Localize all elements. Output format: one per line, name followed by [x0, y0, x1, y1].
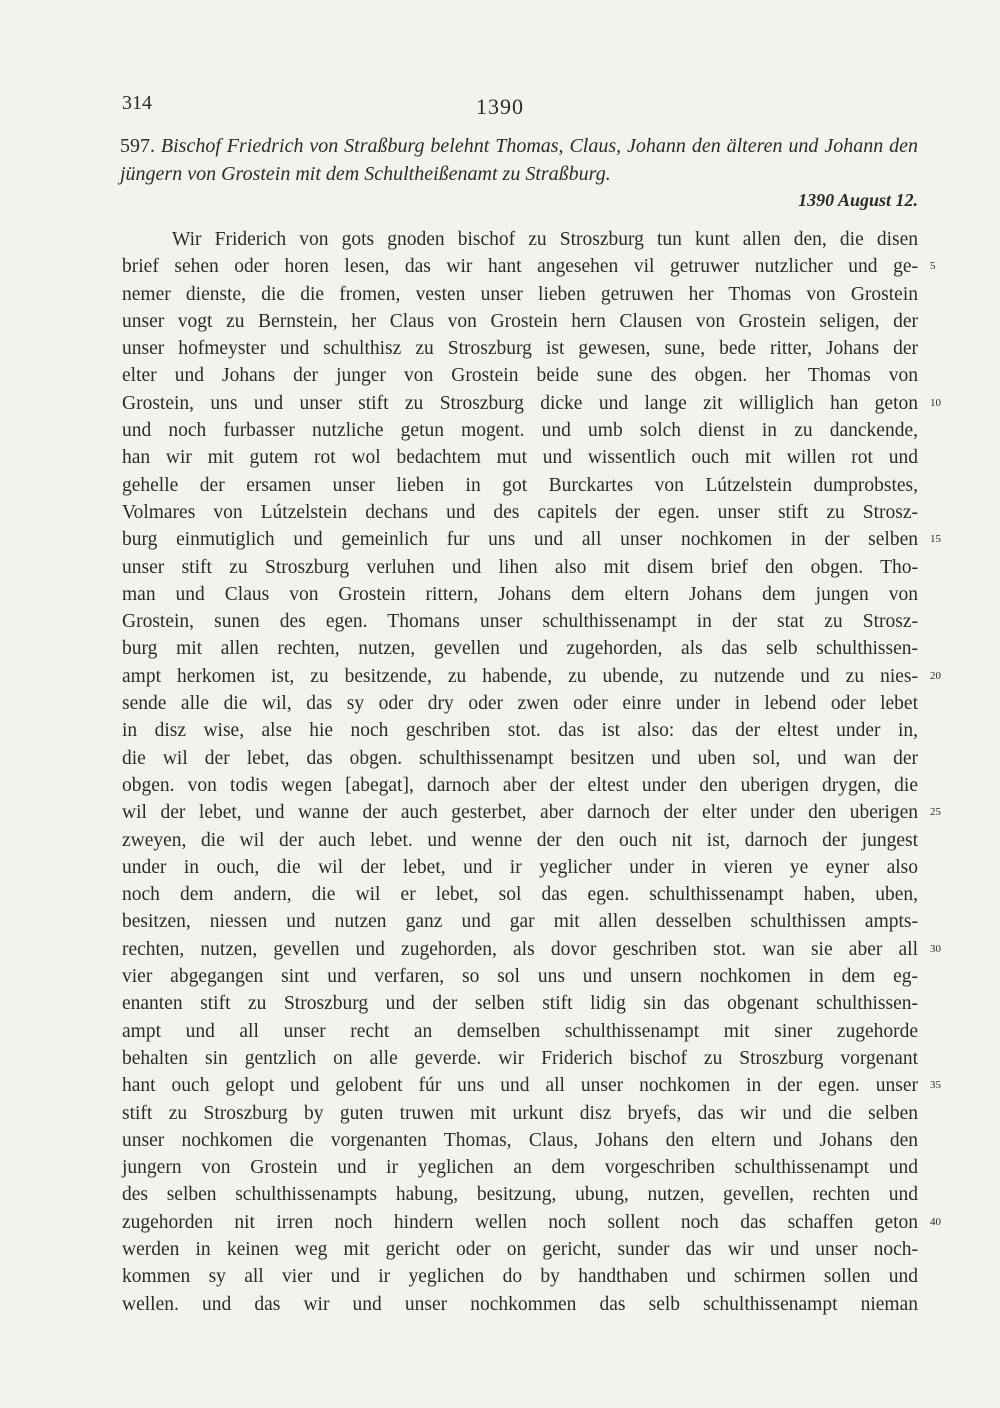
text-line-content: wil der lebet, und wanne der auch gesterbet, aber darnoch der elter under den uberigen	[122, 802, 918, 824]
text-line-content: zugehorden nit irren noch hindern wellen noch sollent noch das schaffen geton	[122, 1211, 918, 1233]
document-date: 1390 August 12.	[798, 190, 918, 210]
text-line	[122, 581, 918, 608]
text-line	[122, 635, 918, 662]
text-line-content: brief sehen oder horen lesen, das wir hant angesehen vil getruwer nutzlicher und ge-	[122, 256, 918, 278]
text-line-content: hant ouch gelopt und gelobent fúr uns und all unser nochkomen in der egen. unser	[122, 1075, 918, 1097]
text-line	[122, 444, 918, 471]
text-line	[122, 554, 918, 581]
text-line-content: ampt und all unser recht an demselben schulthissenampt mit siner zugehorde	[122, 1020, 918, 1042]
text-line-content: und noch furbasser nutzliche getun mogent. und umb solch dienst in zu danckende,	[122, 420, 918, 442]
text-line-content: in disz wise, alse hie noch geschriben stot. das ist also: das der eltest under in,	[122, 720, 918, 742]
text-line-content: rechten, nutzen, gevellen und zugehorden, als dovor geschriben stot. wan sie aber all	[122, 938, 918, 960]
page-number: 314	[122, 92, 152, 114]
text-line-content: unser stift zu Stroszburg verluhen und lihen also mit disem brief den obgen. Tho-	[122, 556, 918, 578]
text-line	[122, 1181, 918, 1208]
text-line-content: besitzen, niessen und nutzen ganz und gar mit allen desselben schulthissen ampts-	[122, 911, 918, 933]
text-line-content: wellen. und das wir und unser nochkommen das selb schulthissenampt nieman	[122, 1293, 918, 1315]
text-line	[122, 1045, 918, 1072]
text-line	[122, 1263, 918, 1290]
text-line-content: unser nochkomen die vorgenanten Thomas, Claus, Johans den eltern und Johans den	[122, 1129, 918, 1151]
text-line	[122, 1018, 918, 1045]
text-line-content: vier abgegangen sint und verfaren, so sol uns und unsern nochkomen in dem eg-	[122, 966, 918, 988]
margin-line-number: 35	[930, 1079, 941, 1092]
margin-line-number: 10	[930, 396, 941, 409]
text-line	[122, 362, 918, 389]
text-line-content: gehelle der ersamen unser lieben in got Burckartes von Lútzelstein dumprobstes,	[122, 474, 918, 496]
text-line-content: sende alle die wil, das sy oder dry oder zwen oder einre under in lebend oder lebet	[122, 693, 918, 715]
text-line-content: stift zu Stroszburg by guten truwen mit urkunt disz bryefs, das wir und die selben	[122, 1102, 918, 1124]
text-line	[122, 827, 918, 854]
text-line	[122, 908, 918, 935]
text-line-content: kommen sy all vier und ir yeglichen do by handthaben und schirmen sollen und	[122, 1266, 918, 1288]
text-line	[122, 990, 918, 1017]
margin-line-number: 20	[930, 669, 941, 682]
text-line-content: Wir Friderich von gots gnoden bischof zu Stroszburg tun kunt allen den, die disen	[172, 229, 918, 250]
text-line	[122, 335, 918, 362]
text-line-content: unser hofmeyster und schulthisz zu Stroszburg ist gewesen, sune, bede ritter, Johans der	[122, 338, 918, 360]
margin-line-number: 40	[930, 1215, 941, 1228]
text-line	[122, 608, 918, 635]
text-line	[122, 881, 918, 908]
text-line	[122, 1236, 918, 1263]
text-line	[122, 226, 918, 253]
text-line-content: nemer dienste, die die fromen, vesten unser lieben getruwen her Thomas von Grostein	[122, 283, 918, 305]
text-line	[122, 1209, 941, 1236]
text-line	[122, 1291, 918, 1318]
text-line	[122, 1154, 918, 1181]
text-line	[122, 499, 918, 526]
text-line	[122, 854, 918, 881]
text-line-content: noch dem andern, die wil er lebet, sol das egen. schulthissenampt haben, uben,	[122, 884, 918, 906]
margin-line-number: 25	[930, 806, 941, 819]
text-line-content: werden in keinen weg mit gericht oder on gericht, sunder das wir und unser noch-	[122, 1238, 918, 1260]
text-line-content: elter und Johans der junger von Grostein beide sune des obgen. her Thomas von	[122, 365, 918, 387]
body-text	[122, 226, 941, 1318]
text-line	[122, 526, 941, 553]
text-line	[122, 281, 918, 308]
text-line-content: zweyen, die wil der auch lebet. und wenne der den ouch nit ist, darnoch der jungest	[122, 829, 918, 851]
running-header-year: 1390	[476, 94, 524, 119]
text-line	[122, 1100, 918, 1127]
text-line	[122, 1072, 941, 1099]
text-line-content: jungern von Grostein und ir yeglichen an dem vorgeschriben schulthissenampt und	[122, 1157, 918, 1179]
margin-line-number: 5	[930, 260, 936, 273]
text-line	[122, 799, 941, 826]
text-line	[122, 690, 918, 717]
text-line-content: man und Claus von Grostein rittern, Johans dem eltern Johans dem jungen von	[122, 583, 918, 605]
text-line	[122, 1127, 918, 1154]
document-heading-text: Bischof Friedrich von Straßburg belehnt Thomas, Claus, Johann den älteren und Johann den jüngern von Grostein mit dem Schultheißenamt zu Straßburg.	[120, 135, 918, 185]
text-line-content: des selben schulthissenampts habung, besitzung, ubung, nutzen, gevellen, rechten und	[122, 1184, 918, 1206]
text-line	[122, 717, 918, 744]
text-line-content: burg einmutiglich und gemeinlich fur uns und all unser nochkomen in der selben	[122, 529, 918, 551]
text-line-content: die wil der lebet, das obgen. schulthissenampt besitzen und uben sol, und wan der	[122, 747, 918, 769]
margin-line-number: 30	[930, 942, 941, 955]
text-line	[122, 390, 941, 417]
text-line	[122, 253, 936, 280]
text-line	[122, 936, 941, 963]
text-line-content: han wir mit gutem rot wol bedachtem mut und wissentlich ouch mit willen rot und	[122, 447, 918, 469]
text-line	[122, 663, 941, 690]
text-line	[122, 772, 918, 799]
text-line-content: behalten sin gentzlich on alle geverde. wir Friderich bischof zu Stroszburg vorgenant	[122, 1047, 918, 1069]
text-line-content: Grostein, sunen des egen. Thomans unser schulthissenampt in der stat zu Strosz-	[122, 611, 918, 633]
text-line	[122, 308, 918, 335]
text-line-content: ampt herkomen ist, zu besitzende, zu habende, zu ubende, zu nutzende und zu nies-	[122, 665, 918, 687]
text-line	[122, 417, 918, 444]
text-line-content: Volmares von Lútzelstein dechans und des capitels der egen. unser stift zu Strosz-	[122, 501, 918, 523]
text-line-content: obgen. von todis wegen [abegat], darnoch aber der eltest under den uberigen drygen, die	[122, 774, 918, 796]
text-line-content: unser vogt zu Bernstein, her Claus von Grostein hern Clausen von Grostein seligen, der	[122, 310, 918, 332]
text-line-content: under in ouch, die wil der lebet, und ir yeglicher under in vieren ye eyner also	[122, 856, 918, 878]
text-line	[122, 472, 918, 499]
text-line-content: enanten stift zu Stroszburg und der selben stift lidig sin das obgenant schulthissen-	[122, 993, 918, 1015]
document-heading	[120, 132, 918, 188]
text-line	[122, 745, 918, 772]
text-line-content: Grostein, uns und unser stift zu Stroszburg dicke und lange zit williglich han geton	[122, 392, 918, 414]
document-number: 597.	[120, 135, 155, 157]
margin-line-number: 15	[930, 533, 941, 546]
text-line-content: burg mit allen rechten, nutzen, gevellen und zugehorden, als das selb schulthissen-	[122, 638, 918, 660]
text-line	[122, 963, 918, 990]
